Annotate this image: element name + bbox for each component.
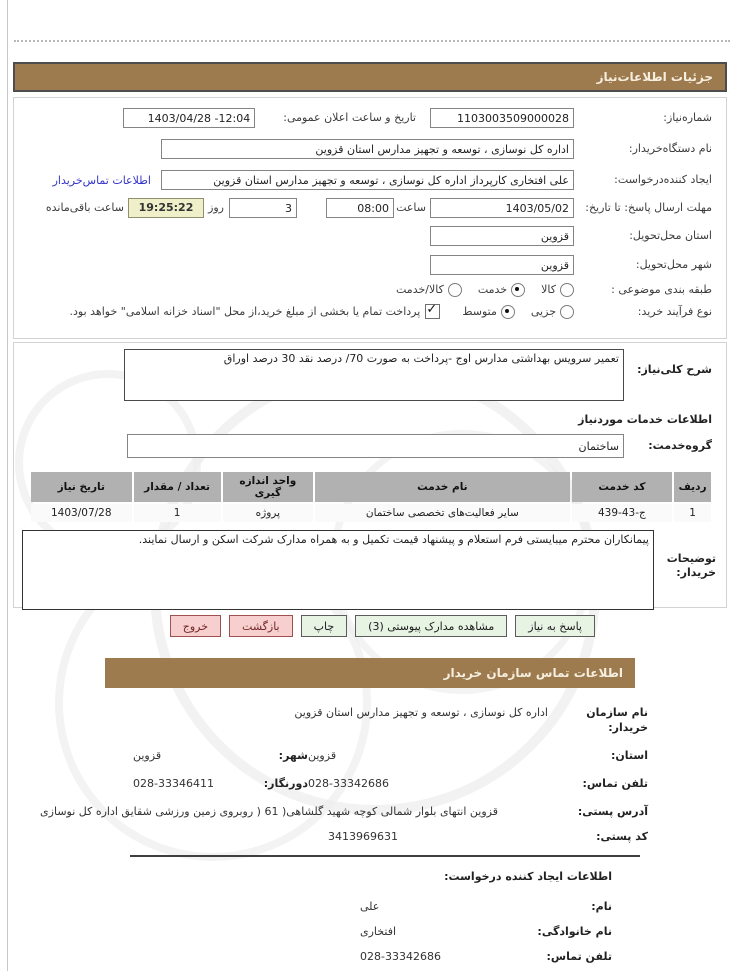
radio-service-label: خدمت (477, 283, 508, 296)
need-description-section (13, 342, 727, 608)
service-group-row (14, 434, 726, 458)
radio-medium-label: متوسط (462, 304, 497, 318)
last-name-value: افتخاری (360, 925, 397, 938)
cell-service-code: ج-43-439 (572, 504, 673, 522)
postal-address-label: آدرس پستی: (577, 805, 648, 818)
last-name-row (60, 924, 612, 939)
last-name-label: نام خانوادگی: (537, 925, 612, 938)
postal-code-row (60, 829, 648, 844)
cell-need-date: 1403/07/28 (31, 504, 132, 522)
deadline-time-input[interactable] (326, 198, 394, 218)
need-desc-row (14, 349, 726, 401)
radio-partial[interactable] (560, 305, 574, 319)
buyer-notes-textarea[interactable]: پیمانکاران محترم میبایستی فرم استعلام و پیشنهاد قیمت تکمیل و به همراه مدارک شرکت اسکن و ارسال نمایند. (22, 530, 654, 610)
action-buttons (162, 615, 595, 637)
delivery-city-label: شهر محل‌تحویل: (635, 258, 712, 271)
radio-goods[interactable] (560, 283, 574, 297)
deadline-date-input[interactable] (430, 198, 574, 218)
first-name-value: علی (360, 900, 380, 913)
cell-quantity: 1 (134, 504, 221, 522)
delivery-province-label: استان محل‌تحویل: (629, 229, 712, 242)
contact-province-value: قزوین (308, 749, 337, 762)
table-row (31, 504, 711, 522)
buyer-contact-link[interactable]: اطلاعات تماس‌خریدار (52, 173, 151, 187)
contact-province-label: استان: (611, 749, 648, 762)
col-quantity: تعداد / مقدار (134, 472, 221, 502)
buyer-notes-label: توضیحات خریدار: (666, 552, 716, 579)
first-name-row (60, 899, 612, 914)
announce-datetime-label: تاریخ و ساعت اعلان عمومی: (283, 111, 416, 124)
cell-row: 1 (674, 504, 711, 522)
treasury-checkbox[interactable] (425, 304, 440, 319)
org-name-row (60, 705, 648, 735)
need-number-label: شماره‌نیاز: (663, 111, 712, 124)
classification-label: طبقه بندی موضوعی : (611, 283, 712, 296)
radio-service[interactable] (511, 283, 525, 297)
buyer-device-label: نام دستگاه‌خریدار: (628, 142, 712, 155)
print-button[interactable]: چاپ (301, 615, 348, 637)
cell-service-name: سایر فعالیت‌های تخصصی ساختمان (315, 504, 570, 522)
postal-address-value: قزوین انتهای بلوار شمالی کوچه شهید گلشاهی( 61 ( روبروی زمین ورزشی شقایق اداره کل نوسازی (40, 805, 498, 818)
request-creator-section (60, 870, 612, 971)
phone-fax-row (60, 776, 648, 791)
exit-button[interactable]: خروج (170, 615, 221, 637)
cell-unit: پروژه (223, 504, 313, 522)
province-city-row (60, 748, 648, 763)
col-service-code: کد خدمت (572, 472, 673, 502)
need-details-title: جزئیات اطلاعات‌نیاز (596, 70, 713, 84)
remaining-time-display: 19:25:22 (128, 198, 204, 218)
first-name-label: نام: (591, 900, 612, 913)
col-unit: واحد اندازه گیری (223, 472, 313, 502)
need-number-row (14, 108, 726, 128)
deadline-label: مهلت ارسال پاسخ: تا تاریخ: (585, 201, 712, 214)
radio-goods-service[interactable] (448, 283, 462, 297)
top-divider (14, 40, 730, 42)
need-info-form (13, 97, 727, 339)
radio-medium[interactable] (501, 305, 515, 319)
need-desc-textarea[interactable]: تعمیر سرویس بهداشتی مدارس اوج -پرداخت به صورت 70/ درصد نقد 30 درصد اوراق (124, 349, 624, 401)
contact-city-value: قزوین (133, 749, 162, 762)
hour-label: ساعت (396, 201, 426, 214)
col-row: ردیف (674, 472, 711, 502)
announce-datetime-input[interactable] (123, 108, 255, 128)
deadline-row (14, 198, 726, 218)
contact-phone-value: 028-33342686 (308, 777, 389, 790)
delivery-province-input[interactable] (430, 226, 574, 246)
col-need-date: تاریخ نیاز (31, 472, 132, 502)
col-service-name: نام خدمت (315, 472, 570, 502)
service-group-input[interactable] (127, 434, 624, 458)
request-creator-row (14, 170, 726, 190)
page-left-edge (7, 0, 8, 971)
process-type-row (14, 304, 726, 319)
days-label: روز (208, 201, 224, 214)
creator-phone-row (60, 949, 612, 964)
radio-partial-label: جزیی (530, 304, 556, 318)
view-attached-docs-button[interactable]: مشاهده مدارک پیوستی (3) (355, 615, 507, 637)
request-creator-input[interactable] (161, 170, 574, 190)
classification-row (14, 283, 726, 297)
reply-to-need-button[interactable]: پاسخ به نیاز (515, 615, 595, 637)
buyer-device-input[interactable] (161, 139, 574, 159)
contact-phone-label: تلفن تماس: (582, 777, 648, 790)
services-table-header (31, 472, 711, 502)
contact-fax-value: 028-33346411 (133, 777, 214, 790)
creator-heading: اطلاعات ایجاد کننده درخواست: (444, 870, 612, 883)
buyer-device-row (14, 139, 726, 159)
back-button[interactable]: بازگشت (229, 615, 293, 637)
process-type-label: نوع فرآیند خرید: (637, 304, 712, 318)
postal-code-label: کد پستی: (596, 830, 648, 843)
org-name-label: نام سازمان خریدار: (586, 706, 648, 734)
radio-goods-label: کالا (541, 283, 556, 296)
delivery-city-row (14, 255, 726, 275)
request-creator-label: ایجاد کننده‌درخواست: (614, 173, 712, 186)
section-header-need-details (13, 62, 727, 92)
need-desc-label: شرح کلی‌نیاز: (637, 363, 712, 376)
delivery-city-input[interactable] (430, 255, 574, 275)
days-input[interactable] (229, 198, 297, 218)
remaining-label: ساعت باقی‌مانده (45, 201, 124, 214)
section-divider (130, 855, 640, 857)
postal-address-row (40, 804, 648, 819)
contact-fax-label: دورنگار: (263, 777, 308, 790)
creator-phone-value: 028-33342686 (360, 950, 441, 963)
postal-code-value: 3413969631 (328, 830, 398, 843)
services-heading: اطلاعات خدمات موردنیاز (578, 413, 712, 426)
section-header-buyer-contact (105, 658, 635, 688)
buyer-contact-title: اطلاعات تماس سازمان خریدار (443, 666, 623, 680)
delivery-province-row (14, 226, 726, 246)
treasury-note: پرداخت تمام یا بخشی از مبلغ خرید،از محل "اسناد خزانه اسلامی" خواهد بود. (69, 304, 421, 318)
creator-phone-label: تلفن تماس: (546, 950, 612, 963)
services-table (29, 470, 713, 524)
org-name-value: اداره کل نوسازی ، توسعه و تجهیز مدارس استان قزوین (294, 706, 548, 719)
contact-city-label: شهر: (278, 749, 308, 762)
buyer-contact-section (40, 705, 648, 857)
service-group-label: گروه‌خدمت: (648, 439, 712, 452)
buyer-notes-row (14, 530, 726, 610)
need-number-input[interactable] (430, 108, 574, 128)
radio-goods-service-label: کالا/خدمت (396, 283, 444, 296)
